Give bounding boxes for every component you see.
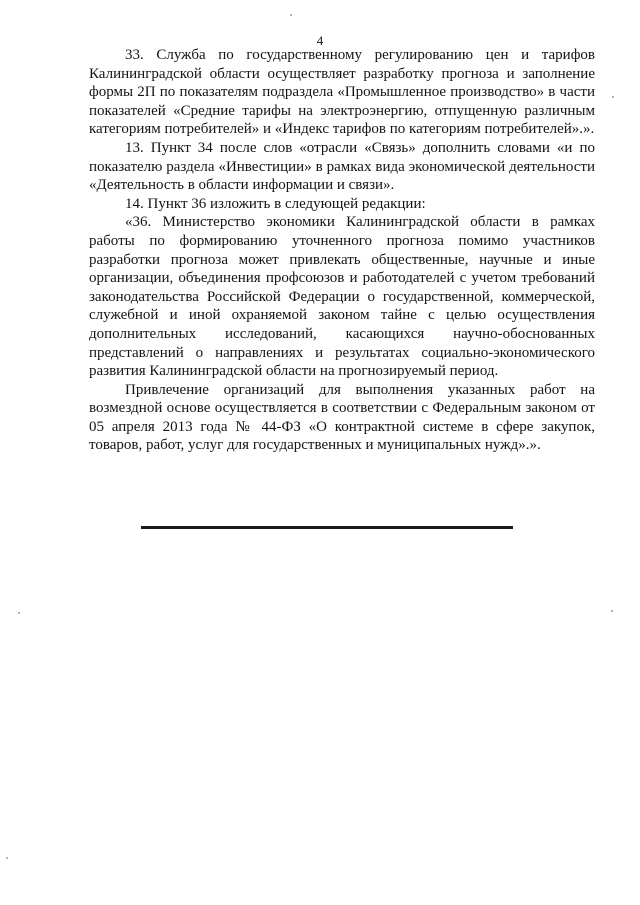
scan-speck: [612, 96, 614, 98]
paragraph-item-36: «36. Министерство экономики Калининградской области в рамках работы по формированию уточненного прогноза помимо участников разработки прогноза может привлекать общественные, научные и иные организации, объединения профсоюзов и работодателей с учетом требований законодательства Российской Федерации о государственной, коммерческой, служебной и иной охраняемой законом тайне с целью осуществления дополнительных исследований, касающихся научно-обоснованных представлений о направлениях и результатах социально-экономического развития Калининградской области на прогнозируемый период.: [89, 214, 595, 380]
scan-speck: [290, 14, 292, 16]
paragraph-amendment-14: 14. Пункт 36 изложить в следующей редакции:: [125, 195, 426, 212]
paragraph-item-33: 33. Служба по государственному регулированию цен и тарифов Калининградской области осуществляет разработку прогноза и заполнение формы 2П по показателям подраздела «Промышленное производство» в части показателей «Средние тарифы на электроэнергию, отпущенную различным категориям потребителей» и «Индекс тарифов по категориям потребителей».».: [89, 47, 595, 138]
document-body: [89, 46, 595, 455]
page-number: 4: [316, 33, 324, 48]
scan-speck: [6, 857, 8, 859]
end-of-text-separator-line: [141, 526, 513, 529]
paragraph-amendment-13: 13. Пункт 34 после слов «отрасли «Связь» дополнить словами «и по показателю раздела «Инвестиции» в рамках вида экономической деятельности «Деятельность в области информации и связи».: [89, 139, 595, 194]
paragraph-item-36-continued: Привлечение организаций для выполнения указанных работ на возмездной основе осуществляется в соответствии с Федеральным законом от 05 апреля 2013 года № 44-ФЗ «О контрактной системе в сфере закупок, товаров, работ, услуг для государственных и муниципальных нужд».».: [89, 381, 595, 454]
scan-speck: [18, 612, 20, 614]
scan-speck: [611, 610, 613, 612]
